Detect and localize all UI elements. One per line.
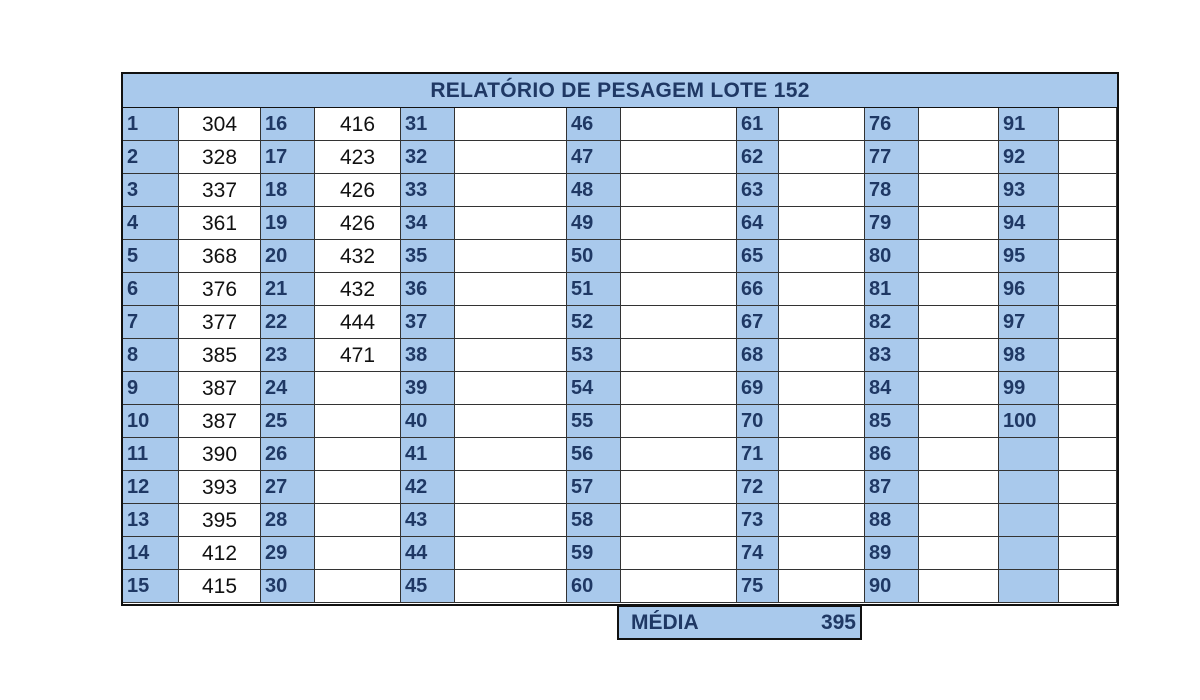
weight-cell-69: [779, 372, 865, 405]
row-index-59: 59: [567, 537, 621, 570]
weight-cell-99: [1059, 372, 1117, 405]
weight-cell-84: [919, 372, 999, 405]
weight-cell-23: 471: [315, 339, 401, 372]
row-index-4: 4: [123, 207, 179, 240]
row-index-65: 65: [737, 240, 779, 273]
weight-cell-85: [919, 405, 999, 438]
row-index-72: 72: [737, 471, 779, 504]
weight-cell-70: [779, 405, 865, 438]
row-index-75: 75: [737, 570, 779, 603]
row-index-58: 58: [567, 504, 621, 537]
weight-cell-61: [779, 108, 865, 141]
row-index-67: 67: [737, 306, 779, 339]
row-index-98: 98: [999, 339, 1059, 372]
row-index-74: 74: [737, 537, 779, 570]
weight-cell-95: [1059, 240, 1117, 273]
weight-cell-20: 432: [315, 240, 401, 273]
row-index-96: 96: [999, 273, 1059, 306]
weight-cell-64: [779, 207, 865, 240]
row-index-24: 24: [261, 372, 315, 405]
row-index-35: 35: [401, 240, 455, 273]
weight-cell-67: [779, 306, 865, 339]
weight-cell-37: [455, 306, 567, 339]
weight-cell-1: 304: [179, 108, 261, 141]
weight-cell-105: [1059, 570, 1117, 603]
row-index-21: 21: [261, 273, 315, 306]
weight-cell-21: 432: [315, 273, 401, 306]
row-index-77: 77: [865, 141, 919, 174]
row-index-89: 89: [865, 537, 919, 570]
weight-cell-93: [1059, 174, 1117, 207]
row-index-10: 10: [123, 405, 179, 438]
row-index-6: 6: [123, 273, 179, 306]
row-index-43: 43: [401, 504, 455, 537]
average-label: MÉDIA: [631, 611, 699, 634]
weight-cell-86: [919, 438, 999, 471]
row-index-37: 37: [401, 306, 455, 339]
row-index-61: 61: [737, 108, 779, 141]
row-index-63: 63: [737, 174, 779, 207]
weight-cell-104: [1059, 537, 1117, 570]
row-index-25: 25: [261, 405, 315, 438]
weight-cell-71: [779, 438, 865, 471]
row-index-52: 52: [567, 306, 621, 339]
weight-cell-45: [455, 570, 567, 603]
row-index-36: 36: [401, 273, 455, 306]
row-index-94: 94: [999, 207, 1059, 240]
row-index-88: 88: [865, 504, 919, 537]
weight-cell-41: [455, 438, 567, 471]
row-index-64: 64: [737, 207, 779, 240]
row-index-79: 79: [865, 207, 919, 240]
weight-cell-47: [621, 141, 737, 174]
row-index-66: 66: [737, 273, 779, 306]
row-index-50: 50: [567, 240, 621, 273]
weight-cell-83: [919, 339, 999, 372]
weight-cell-90: [919, 570, 999, 603]
row-index-78: 78: [865, 174, 919, 207]
weight-cell-55: [621, 405, 737, 438]
row-index-73: 73: [737, 504, 779, 537]
row-index-41: 41: [401, 438, 455, 471]
weight-cell-6: 376: [179, 273, 261, 306]
weight-cell-34: [455, 207, 567, 240]
weight-cell-57: [621, 471, 737, 504]
row-index-86: 86: [865, 438, 919, 471]
row-index-9: 9: [123, 372, 179, 405]
weight-cell-48: [621, 174, 737, 207]
weight-cell-46: [621, 108, 737, 141]
row-index-84: 84: [865, 372, 919, 405]
weight-cell-79: [919, 207, 999, 240]
weight-cell-40: [455, 405, 567, 438]
weight-cell-92: [1059, 141, 1117, 174]
weight-cell-18: 426: [315, 174, 401, 207]
row-index-56: 56: [567, 438, 621, 471]
row-index-2: 2: [123, 141, 179, 174]
weight-cell-73: [779, 504, 865, 537]
empty-index-cell: [999, 570, 1059, 603]
row-index-51: 51: [567, 273, 621, 306]
row-index-97: 97: [999, 306, 1059, 339]
weight-cell-9: 387: [179, 372, 261, 405]
row-index-16: 16: [261, 108, 315, 141]
weight-cell-72: [779, 471, 865, 504]
weight-cell-80: [919, 240, 999, 273]
weight-cell-63: [779, 174, 865, 207]
row-index-48: 48: [567, 174, 621, 207]
weight-cell-27: [315, 471, 401, 504]
row-index-100: 100: [999, 405, 1059, 438]
row-index-87: 87: [865, 471, 919, 504]
weight-cell-17: 423: [315, 141, 401, 174]
row-index-91: 91: [999, 108, 1059, 141]
row-index-20: 20: [261, 240, 315, 273]
weight-cell-33: [455, 174, 567, 207]
row-index-13: 13: [123, 504, 179, 537]
row-index-54: 54: [567, 372, 621, 405]
weight-cell-2: 328: [179, 141, 261, 174]
row-index-71: 71: [737, 438, 779, 471]
weight-cell-30: [315, 570, 401, 603]
average-summary: [617, 605, 862, 640]
row-index-60: 60: [567, 570, 621, 603]
row-index-15: 15: [123, 570, 179, 603]
weight-cell-68: [779, 339, 865, 372]
row-index-1: 1: [123, 108, 179, 141]
weight-cell-22: 444: [315, 306, 401, 339]
weight-cell-16: 416: [315, 108, 401, 141]
weight-cell-19: 426: [315, 207, 401, 240]
weight-cell-81: [919, 273, 999, 306]
weight-cell-74: [779, 537, 865, 570]
row-index-80: 80: [865, 240, 919, 273]
row-index-85: 85: [865, 405, 919, 438]
weight-cell-13: 395: [179, 504, 261, 537]
weight-cell-78: [919, 174, 999, 207]
row-index-93: 93: [999, 174, 1059, 207]
row-index-11: 11: [123, 438, 179, 471]
weight-cell-51: [621, 273, 737, 306]
row-index-38: 38: [401, 339, 455, 372]
row-index-14: 14: [123, 537, 179, 570]
weight-cell-39: [455, 372, 567, 405]
weight-cell-29: [315, 537, 401, 570]
weight-cell-52: [621, 306, 737, 339]
row-index-49: 49: [567, 207, 621, 240]
row-index-8: 8: [123, 339, 179, 372]
weight-cell-26: [315, 438, 401, 471]
weight-cell-91: [1059, 108, 1117, 141]
row-index-40: 40: [401, 405, 455, 438]
row-index-62: 62: [737, 141, 779, 174]
row-index-47: 47: [567, 141, 621, 174]
row-index-70: 70: [737, 405, 779, 438]
weight-cell-44: [455, 537, 567, 570]
row-index-22: 22: [261, 306, 315, 339]
weight-cell-87: [919, 471, 999, 504]
row-index-83: 83: [865, 339, 919, 372]
empty-index-cell: [999, 504, 1059, 537]
weight-cell-101: [1059, 438, 1117, 471]
row-index-69: 69: [737, 372, 779, 405]
weight-cell-100: [1059, 405, 1117, 438]
weight-cell-97: [1059, 306, 1117, 339]
row-index-82: 82: [865, 306, 919, 339]
row-index-42: 42: [401, 471, 455, 504]
row-index-53: 53: [567, 339, 621, 372]
weight-cell-62: [779, 141, 865, 174]
row-index-23: 23: [261, 339, 315, 372]
weight-cell-82: [919, 306, 999, 339]
row-index-30: 30: [261, 570, 315, 603]
row-index-5: 5: [123, 240, 179, 273]
weight-cell-31: [455, 108, 567, 141]
weight-cell-14: 412: [179, 537, 261, 570]
weight-cell-36: [455, 273, 567, 306]
row-index-68: 68: [737, 339, 779, 372]
weight-cell-103: [1059, 504, 1117, 537]
row-index-55: 55: [567, 405, 621, 438]
weight-cell-98: [1059, 339, 1117, 372]
weight-cell-10: 387: [179, 405, 261, 438]
weight-cell-15: 415: [179, 570, 261, 603]
row-index-95: 95: [999, 240, 1059, 273]
row-index-92: 92: [999, 141, 1059, 174]
row-index-44: 44: [401, 537, 455, 570]
weight-cell-24: [315, 372, 401, 405]
weight-cell-3: 337: [179, 174, 261, 207]
row-index-90: 90: [865, 570, 919, 603]
row-index-26: 26: [261, 438, 315, 471]
weight-cell-7: 377: [179, 306, 261, 339]
row-index-19: 19: [261, 207, 315, 240]
weight-cell-42: [455, 471, 567, 504]
empty-index-cell: [999, 537, 1059, 570]
row-index-7: 7: [123, 306, 179, 339]
weight-cell-56: [621, 438, 737, 471]
weight-cell-49: [621, 207, 737, 240]
weight-cell-53: [621, 339, 737, 372]
weight-cell-32: [455, 141, 567, 174]
weight-cell-65: [779, 240, 865, 273]
weight-cell-12: 393: [179, 471, 261, 504]
weight-cell-11: 390: [179, 438, 261, 471]
weight-cell-76: [919, 108, 999, 141]
row-index-28: 28: [261, 504, 315, 537]
row-index-3: 3: [123, 174, 179, 207]
row-index-27: 27: [261, 471, 315, 504]
weight-cell-25: [315, 405, 401, 438]
weight-cell-94: [1059, 207, 1117, 240]
weight-cell-58: [621, 504, 737, 537]
weight-cell-96: [1059, 273, 1117, 306]
weight-cell-43: [455, 504, 567, 537]
weight-cell-59: [621, 537, 737, 570]
weight-cell-38: [455, 339, 567, 372]
row-index-46: 46: [567, 108, 621, 141]
weight-cell-88: [919, 504, 999, 537]
weight-cell-75: [779, 570, 865, 603]
row-index-39: 39: [401, 372, 455, 405]
weight-cell-77: [919, 141, 999, 174]
weight-cell-4: 361: [179, 207, 261, 240]
weight-cell-50: [621, 240, 737, 273]
row-index-99: 99: [999, 372, 1059, 405]
row-index-29: 29: [261, 537, 315, 570]
row-index-31: 31: [401, 108, 455, 141]
weight-cell-5: 368: [179, 240, 261, 273]
weighing-report-table: [121, 72, 1119, 606]
weight-cell-35: [455, 240, 567, 273]
row-index-33: 33: [401, 174, 455, 207]
weight-cell-28: [315, 504, 401, 537]
weight-cell-54: [621, 372, 737, 405]
empty-index-cell: [999, 438, 1059, 471]
row-index-76: 76: [865, 108, 919, 141]
row-index-18: 18: [261, 174, 315, 207]
row-index-57: 57: [567, 471, 621, 504]
row-index-81: 81: [865, 273, 919, 306]
report-title: RELATÓRIO DE PESAGEM LOTE 152: [123, 74, 1117, 108]
row-index-34: 34: [401, 207, 455, 240]
weight-cell-60: [621, 570, 737, 603]
row-index-45: 45: [401, 570, 455, 603]
weight-cell-89: [919, 537, 999, 570]
weight-cell-66: [779, 273, 865, 306]
weight-cell-102: [1059, 471, 1117, 504]
row-index-12: 12: [123, 471, 179, 504]
empty-index-cell: [999, 471, 1059, 504]
row-index-32: 32: [401, 141, 455, 174]
weight-cell-8: 385: [179, 339, 261, 372]
row-index-17: 17: [261, 141, 315, 174]
average-value: 395: [820, 611, 856, 634]
